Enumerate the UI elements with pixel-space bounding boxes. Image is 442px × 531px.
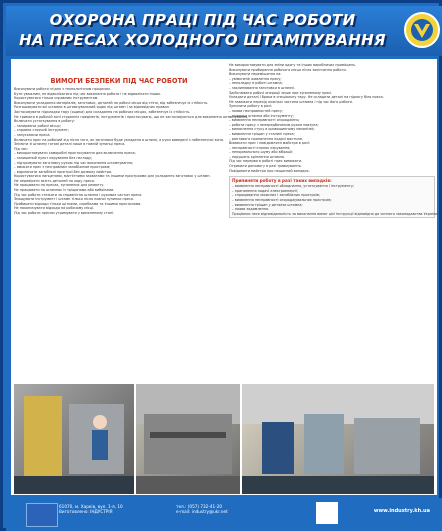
footer-contact-line-2: e-mail: industry@ukr.net — [176, 509, 228, 515]
left_text-line: – підтримувати заготовку рукою під час виконання штампування; — [14, 160, 134, 165]
left_text-line: Під час роботи пресом утримувати у вимкненому стані. — [14, 211, 115, 216]
header — [6, 6, 442, 56]
right_text-line: – виявлення тріщин у станині преса; — [229, 131, 295, 136]
left_text-line: – вмикати прес з несправним запобіжним пристроєм; — [14, 165, 111, 170]
left_text-line: – запускаючи преса. — [14, 132, 51, 137]
box.items-line: – виявлення несправності обладнання, устаткування і інструменту; — [232, 184, 354, 189]
right_text-line: – раптового припинення подачі мастила. — [229, 136, 303, 141]
box.items-line: Працівник несе відповідальність за виконання вимог цієї інструкції відповідно до чинного законодавства України. — [232, 211, 439, 216]
left_text-line: Бути уважним, не відволікатися під час виконання роботи і не відволікати інших. — [14, 91, 162, 96]
right_text-line: – появи несправностей пресу; — [229, 108, 283, 113]
right-column — [229, 59, 439, 218]
left_text-line: – справно стоячий інструмент; — [14, 128, 70, 133]
left_text-line: – залишений пульт керування без нагляду; — [14, 155, 93, 160]
right_text-line: Укладати деталі і браки в спеціальну тару. Не складати деталі на підлогу біля преса. — [229, 95, 384, 100]
right_text-line: Виконувати прибирання робочого місця після закінчення роботи. — [229, 67, 347, 72]
logo-icon — [410, 18, 434, 42]
right_text-line: – поломки штампа або інструменту; — [229, 113, 294, 118]
left_text-line: Не тримати в робочій зоні сторонніх предметів, інструментів і пристосувань, що не застосовуються для виконання штампування. — [14, 114, 249, 119]
press-illustration — [14, 384, 134, 494]
right_text-line: Отримати допомогу в разі травмування. — [229, 164, 302, 169]
left_text-line: Не працювати на штампах із тріщинами або вибоїнами. — [14, 188, 115, 193]
footer-contact — [176, 504, 228, 514]
right_text-line: – заклинювання заготовки в штампі. — [229, 85, 295, 90]
left_text-line: Застосовувати підкладки тару (ящики) для складання на робочих місцях, забезпечує їх стійкість. — [14, 109, 191, 114]
right_text-line: – роботи пресу з непередбаченим рухом повзуна; — [229, 122, 319, 127]
left_text-line: Виконувати укладання матеріалів, заготовок, деталей на робочі місця від стіни, від забезпечує їх стійкість. — [14, 100, 209, 105]
press-line-illustration — [242, 384, 434, 494]
photo-machinery — [136, 384, 240, 494]
left_text-line: – використовувати саморобні пристосування для включення преса; — [14, 151, 136, 156]
right_text-line: Не заважати перехід нижньої частини штампа і під час його роботи. — [229, 99, 353, 104]
notice-box-header: Припиняти роботу в разі таких випадків: — [232, 178, 332, 184]
notice-box — [229, 176, 439, 218]
page-title — [10, 10, 395, 50]
qr-code — [316, 502, 338, 524]
footer-contact-line-1: тел.: (057) 732-41-20 — [176, 504, 223, 509]
footer — [6, 498, 442, 531]
footer-company — [59, 504, 123, 514]
right_text-line: Під час перерви в роботі прес вимикати. — [229, 159, 303, 164]
right-text — [229, 63, 435, 173]
left_text-line: Користуватися тільки справним інструментом. — [14, 96, 99, 101]
left_text-line: Не працювати на пресах, зупинених для ремонту. — [14, 183, 105, 188]
left_text-line: Під час: — [14, 146, 29, 151]
left_text-line: Прибирати відходи тільки щітками, скребками та іншими пристроями. — [14, 201, 142, 206]
title-line-2: НА ПРЕСАХ ХОЛОДНОГО ШТАМПУВАННЯ — [19, 31, 386, 49]
company-logo — [404, 12, 440, 48]
footer-company-line-2: Виготовлено: ІНДУСТРІЯ — [59, 509, 113, 515]
right_text-line: – неполадку в роботі штампа; — [229, 81, 283, 86]
photo-press-worker — [14, 384, 134, 494]
right_text-line: Здійснювати робочі операції лише при зупиненому пресі. — [229, 90, 333, 95]
box.items-line: – появи задимлення. — [232, 207, 270, 212]
left_text-line: Виконувати роботи згідно з технологічним процесом. — [14, 87, 111, 91]
left_text-line: Знімати зі штампу готові деталі лише в повній зупинці преса. — [14, 142, 126, 147]
box.items-line: – припинення подачі електроенергії; — [232, 188, 299, 193]
right_text-line: – ненормального шуму або вібрації; — [229, 150, 294, 155]
right_text-line: – виникнення стуку в кривошипному механізмі; — [229, 127, 315, 132]
title-line-1: ОХОРОНА ПРАЦІ ПІД ЧАС РОБОТИ — [49, 11, 356, 29]
right_text-line: – виявлення несправності огороджень; — [229, 118, 300, 123]
left_text-line: Змащувати інструмент і штамп тільки після повної зупинки преса. — [14, 197, 135, 202]
box.items-line: – спрацювання захисних і запобіжних пристроїв; — [232, 193, 320, 198]
left-text — [14, 87, 249, 216]
notice-box-text — [232, 184, 439, 216]
left_text-line: Розташовувати всі штампи в штампувальний ящик під штамп і за відповідних правил. — [14, 105, 170, 110]
content-area — [11, 59, 437, 495]
right_text-line: – несправності кнопок керування; — [229, 145, 291, 150]
left_text-line: Включати устаткування в роботу: — [14, 119, 75, 124]
left_text-line: Не перевіряти якість деталей на ходу преса. — [14, 178, 95, 183]
right_text-line: Вимикати прес і повідомляти майстра в разі: — [229, 141, 310, 146]
left_text-line: Користуватися пинцетами, магнітними захватами та іншими пристроями для укладання заготовок у штамп. — [14, 174, 211, 179]
right_text-line: Зупинити роботу в разі: — [229, 104, 272, 109]
footer-url[interactable]: www.industry.kh.ua — [373, 508, 430, 514]
right_text-line: Не використовувати для зміни одягу та інших виробничих приміщень. — [229, 63, 356, 67]
left-column — [14, 59, 249, 216]
left_text-line: Не накопичувати відходи на робочому місці. — [14, 206, 95, 211]
photo-press-line — [242, 384, 434, 494]
right_text-line: Повідомити майстра про нещасний випадок. — [229, 168, 310, 173]
left_text-line: Під час роботи стежити за справністю штампа і рухомих частин преса. — [14, 192, 143, 197]
left_text-line: – запираючи робочі місця; — [14, 123, 61, 128]
machinery-illustration — [136, 384, 240, 494]
right_text-line: – увімкнене живлення пресу; — [229, 76, 282, 81]
box.items-line: – виявлення несправності огороджувальних пристроїв; — [232, 198, 332, 203]
box.items-line: – виявлення тріщин у деталях штампа; — [232, 202, 303, 207]
left_text-line: Включати прес на робочий хід після того, як заготовка буде укладена в штамп, а руки виведені з небезпечної зони. — [14, 137, 224, 142]
footer-company-line-1: 61070, м. Харків, вул. 1-я, 10 — [59, 504, 123, 509]
section-title: ВИМОГИ БЕЗПЕКИ ПІД ЧАС РОБОТИ — [50, 77, 188, 85]
left_text-line: – відключати запобіжні пристрої без дозволу майстра. — [14, 169, 113, 174]
right_text-line: Виконувати переміщення на: — [229, 72, 282, 77]
footer-logo — [26, 503, 58, 527]
right_text-line: – порушень кріплення штампа. — [229, 154, 285, 159]
